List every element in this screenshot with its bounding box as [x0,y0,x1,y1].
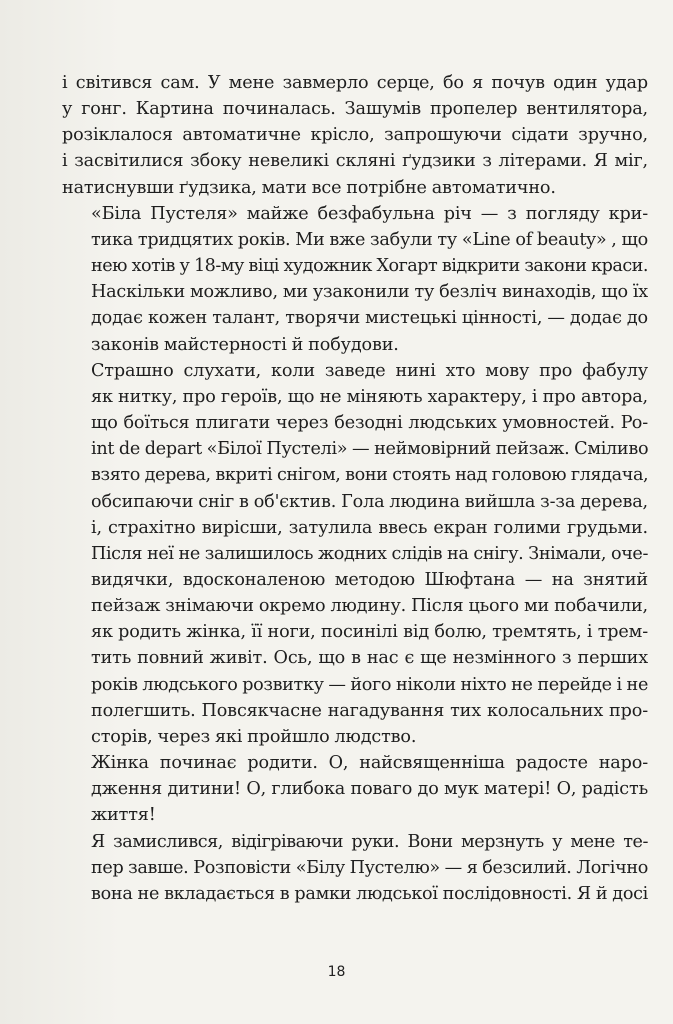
text-line: тика тридцятих років. Ми вже забули ту «Line of beauty» , що [91,229,648,250]
text-line: законів майстерності й побудови. [91,334,399,355]
text-line: взято дерева, вкриті снігом, вони стоять над головою глядача, [91,465,649,486]
text-line: int de depart «Білої Пустелі» — неймовірний пейзаж. Сміливо [91,439,649,460]
text-line: розіклалося автоматичне крісло, запрошуючи сідати зручно, [62,125,648,146]
body-text [62,70,648,907]
text-line: додає кожен талант, творячи мистецькі цінності, — додає до [91,308,648,329]
text-line: сторів, через які пройшло людство. [91,726,417,747]
text-line: Страшно слухати, коли заведе нині хто мову про фабулу [91,360,648,381]
text-line: і світився сам. У мене завмерло серце, бо я почув один удар [62,73,648,93]
text-line: тить повний живіт. Ось, що в нас є ще незмінного з перших [91,648,648,669]
paragraph [62,70,648,201]
paragraph [62,201,648,358]
page-number: 18 [327,964,346,980]
text-line: обсипаючи сніг в об'єктив. Гола людина вийшла з-за дерева, [91,491,648,512]
text-line: Я замислився, відігріваючи руки. Вони мерзнуть у мене те- [91,831,648,852]
text-line: Жінка починає родити. О, найсвященніша радосте наро- [91,753,648,774]
text-line: у гонг. Картина починалась. Зашумів пропелер вентилятора, [62,99,648,120]
text-line: нею хотів у 18-му віці художник Хогарт відкрити закони краси. [91,256,648,277]
paragraph [62,750,648,828]
text-line: Наскільки можливо, ми узаконили ту безліч винаходів, що їх [91,282,648,303]
text-line: і засвітилися збоку невеликі скляні ґудзики з літерами. Я міг, [62,151,648,172]
text-line: дження дитини! О, глибока поваго до мук матері! О, радість [91,779,648,800]
text-line: вона не вкладається в рамки людської послідовності. Я й досі [91,883,648,904]
paragraph [62,829,648,907]
text-line: як нитку, про героїв, що не міняють характеру, і про автора, [91,386,648,407]
text-line: життя! [91,805,156,826]
text-line: пер завше. Розповісти «Білу Пустелю» — я безсилий. Логічно [91,857,648,878]
text-line: видячки, вдосконаленою методою Шюфтана — на знятий [91,569,648,590]
text-line: як родить жінка, її ноги, посинілі від болю, тремтять, і трем- [91,622,648,643]
paragraph [62,358,648,750]
text-line: полегшить. Повсякчасне нагадування тих колосальних про- [91,700,648,721]
text-line: натиснувши ґудзика, мати все потрібне автоматично. [62,177,556,198]
text-line: що боїться плигати через безодні людських умовностей. Po- [91,413,648,434]
text-line: років людського розвитку — його ніколи ніхто не перейде і не [91,674,648,695]
text-line: і, страхітно вирісши, затулила ввесь екран голими грудьми. [91,517,648,538]
text-line: пейзаж знімаючи окремо людину. Після цього ми побачили, [91,596,648,617]
text-line: Після неї не залишилось жодних слідів на снігу. Знімали, оче- [91,543,648,564]
text-line: «Біла Пустеля» майже безфабульна річ — з погляду кри- [91,203,648,224]
